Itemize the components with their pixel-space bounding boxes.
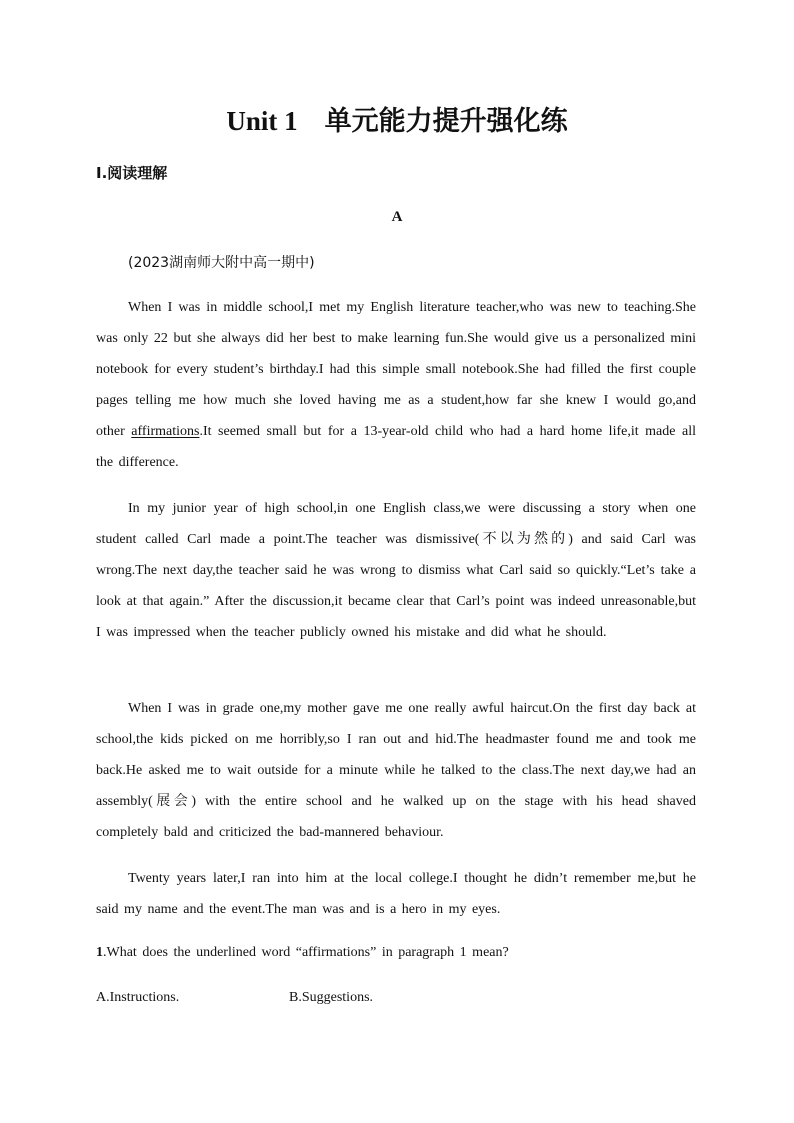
passage-label: A bbox=[391, 209, 403, 225]
paragraph-1-text-before: When I was in middle school,I met my English literature teacher,who was new to teaching.She was only 22 but she always did her best to make learning fun.She would give us a personalized mini notebook for every student’s birthday.I had this simple small notebook.She had filled the first couple pages telling me how much she loved having me as a student,how far she knew I would go,and other bbox=[96, 300, 696, 439]
paragraph-1 bbox=[96, 292, 696, 478]
question-number: 1 bbox=[96, 945, 103, 960]
question-1 bbox=[96, 943, 509, 963]
paragraph-2: In my junior year of high school,in one English class,we were discussing a story when one student called Carl made a point.The teacher was dismissive(不以为然的) and said Carl was wrong.The next day,the teacher said he was wrong to dismiss what Carl said so quickly.“Let’s take a look at that again.” After the discussion,it became clear that Carl’s point was indeed unreasonable,but I was impressed when the teacher publicly owned his mistake and did what he should. bbox=[96, 501, 696, 640]
question-text: .What does the underlined word “affirmations” in paragraph 1 mean? bbox=[103, 945, 509, 960]
paragraph-1-text-after: .It seemed small but for a 13-year-old child who had a hard home life,it made all the difference. bbox=[96, 424, 696, 470]
option-b: B.Suggestions. bbox=[289, 990, 374, 1005]
option-a: A.Instructions. bbox=[96, 990, 180, 1005]
paragraph-4: Twenty years later,I ran into him at the local college.I thought he didn’t remember me,but he said my name and the event.The man was and is a hero in my eyes. bbox=[96, 871, 696, 917]
page-title: Unit 1 单元能力提升强化练 bbox=[226, 106, 568, 136]
underlined-word: affirmations bbox=[131, 424, 200, 439]
paragraph-3: When I was in grade one,my mother gave me one really awful haircut.On the first day back at school,the kids picked on me horribly,so I ran out and hid.The headmaster found me and took me back.He asked me to wait outside for a minute while he talked to the class.The next day,we had an assembly(展会) with the entire school and he walked up on the stage with his head shaved completely bald and criticized the bad-mannered behaviour. bbox=[96, 701, 696, 840]
section-heading: Ⅰ.阅读理解 bbox=[96, 164, 168, 182]
passage-source: (2023湖南师大附中高一期中) bbox=[128, 255, 315, 271]
